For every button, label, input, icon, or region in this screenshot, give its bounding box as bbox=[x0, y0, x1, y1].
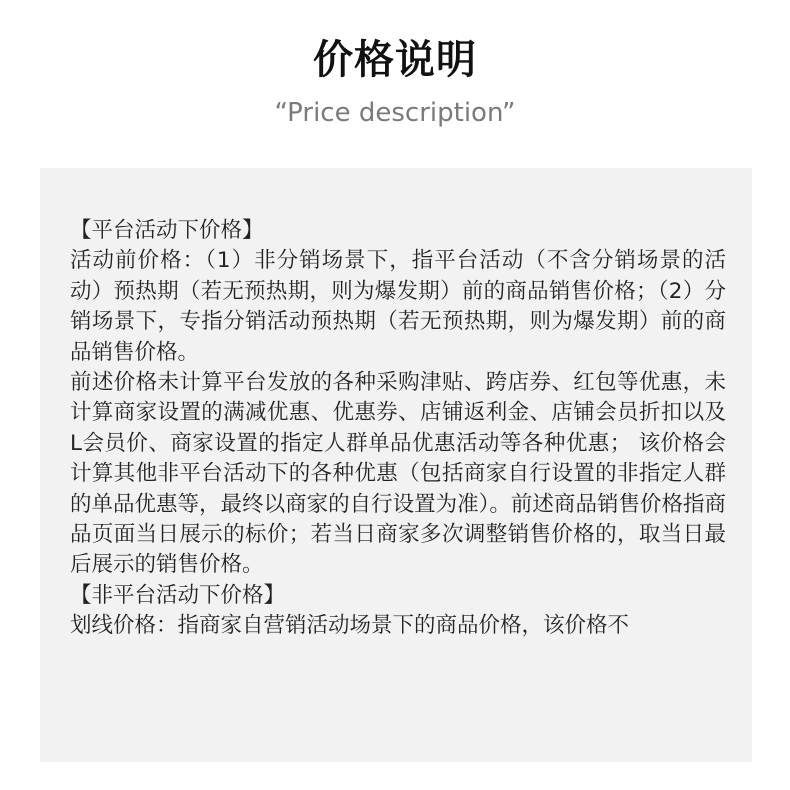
section-heading-non-platform-activity: 【非平台活动下价格】 bbox=[70, 582, 286, 608]
page-subtitle: “Price description” bbox=[274, 98, 516, 128]
page-title: 价格说明 bbox=[313, 37, 477, 83]
description-content bbox=[70, 216, 726, 642]
paragraph-price-notes: 前述价格未计算平台发放的各种采购津贴、跨店券、红包等优惠，未计算商家设置的满减优惠、优惠券、店铺返利金、店铺会员折扣以及L会员价、商家设置的指定人群单品优惠活动等各种优惠； 该价格会计算其他非平台活动下的各种优惠（包括商家自行设置的非指定人群的单品优惠等，最终以商家的自行设置为准）。前述商品销售价格指商品页面当日展示的标价；若当日商家多次调整销售价格的，取当日最后展示的销售价格。 bbox=[70, 370, 726, 578]
description-panel bbox=[40, 168, 752, 762]
paragraph-pre-activity-price: 活动前价格：（1）非分销场景下，指平台活动（不含分销场景的活动）预热期（若无预热期，则为爆发期）前的商品销售价格；（2）分销场景下，专指分销活动预热期（若无预热期，则为爆发期）前的商品销售价格。 bbox=[70, 248, 726, 365]
section-heading-platform-activity: 【平台活动下价格】 bbox=[70, 218, 264, 243]
paragraph-strikethrough-price: 划线价格：指商家自营销活动场景下的商品价格，该价格不 bbox=[70, 613, 630, 639]
